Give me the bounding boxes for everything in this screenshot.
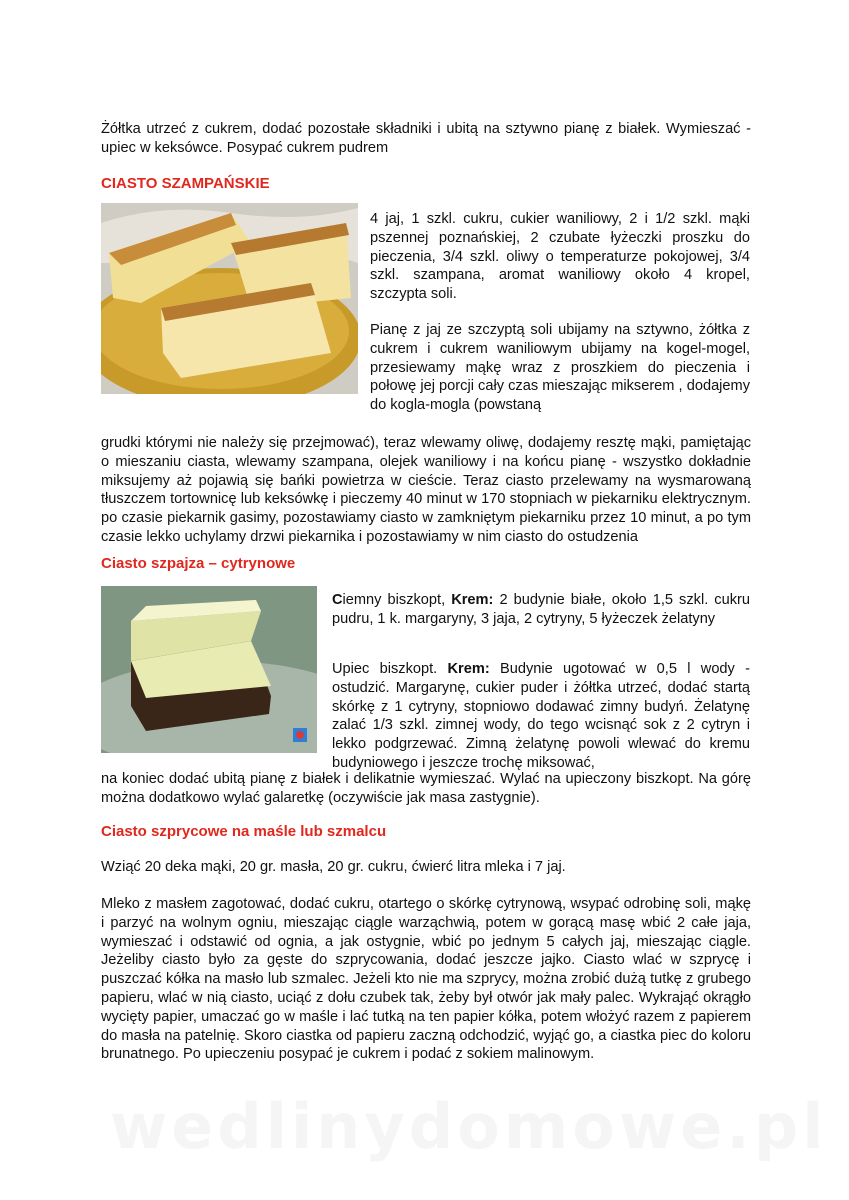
method-szpajza-text-b: Budynie ugotować w 0,5 l wody - ostudzić. Margarynę, cukier puder i żółtka utrzeć, dodać startą skórkę z 1 cytryny, stopniowo dodawać zimny budyń. Żelatynę zalać 1/3 szkl. zimnej wody, do tego wcisnąć sok z 2 cytryn i lekko podgrzewać. Zimną żelatynę powoli wlewać do kremu budyniowego i jeszcze trochę miksować, [332,661,751,771]
cake-photo-szpajza [101,586,317,753]
ingredients-szpajza-text-b: 2 budynie białe, około 1,5 szkl. cukru pudru, 1 k. margaryny, 3 jaja, 2 cytryny, 5 łyżeczek żelatyny [332,592,750,627]
watermark-text: wedlinydomowe.pl [110,1090,828,1163]
method-szampanskie-bottom: grudki którymi nie należy się przejmować), teraz wlewamy oliwę, dodajemy resztę mąki, pamiętając o mieszaniu ciasta, wlewamy szampana, olejek waniliowy i na końcu pianę - wszystko dokładnie miksujemy aż pojawią się bańki powietrza w cieście. Teraz ciasto przelewamy na wysmarowaną tłuszczem tortownicę lub keksówkę i pieczemy 40 minut w 170 stopniach w piekarniku elektrycznym. po czasie piekarnik gasimy, pozostawiamy ciasto w zamkniętym piekarniku przez 10 minut, a po tym czasie lekko uchylamy drzwi piekarnika i pozostawiamy w nim ciasto do ostudzenia [101,435,751,545]
method-szampanskie-top: Pianę z jaj ze szczyptą soli ubijamy na sztywno, żółtka z cukrem i cukrem waniliowym ubijamy na kogel-mogel, przesiewamy mąkę wraz z proszkiem do pieczenia i połowę jej porcji cały czas mieszając mikserem , dodajemy do kogla-mogla (powstaną [370,322,750,414]
method-szpajza-top [332,660,750,773]
section-title-szpajza: Ciasto szpajza – cytrynowe [101,555,296,572]
ingredients-szpajza [332,591,750,629]
krem-label-1: Krem: [451,592,494,608]
intro-paragraph: Żółtka utrzeć z cukrem, dodać pozostałe składniki i ubitą na sztywno pianę z białek. Wymieszać - upiec w keksówce. Posypać cukrem pudrem [101,121,751,156]
method-szpajza-bottom: na koniec dodać ubitą pianę z białek i delikatnie wymieszać. Wylać na upieczony biszkopt. Na górę można dodatkowo wylać galaretkę (oczywiście jak masa zastygnie). [101,771,751,806]
drop-letter: C [332,592,343,608]
section-title-szprycowe: Ciasto szprycowe na maśle lub szmalcu [101,823,387,840]
cake-photo-szampanskie [101,203,358,394]
ingredients-szpajza-text-a: iemny biszkopt, [342,592,452,608]
lemon-cake-illustration [101,586,317,753]
section-title-szampanskie: CIASTO SZAMPAŃSKIE [101,175,270,192]
ingredients-szampanskie: 4 jaj, 1 szkl. cukru, cukier waniliowy, 2 i 1/2 szkl. mąki pszennej poznańskiej, 2 czubate łyżeczki proszku do pieczenia, 3/4 szkl. oliwy o temperaturze pokojowej, 3/4 szkl. szampana, aromat waniliowy około 4 kropel, szczypta soli. [370,211,750,303]
cake-slices-illustration [101,203,358,394]
method-szprycowe: Mleko z masłem zagotować, dodać cukru, otartego o skórkę cytrynową, wsypać odrobinę soli, mąkę i parzyć na wolnym ogniu, mieszając ciągle warząchwią, potem w gorącą masę wbić 2 całe jaja, wymieszać i odstawić od ognia, a jak ostygnie, wbić po jednym 5 całych jaj, mieszając ciągle. Jeżeliby ciasto było za gęste do szprycowania, dodać jeszcze jajko. Ciasto wlać w szprycę i puszczać kółka na masło lub szmalec. Jeżeli kto nie ma szprycy, można zrobić dużą tutkę z grubego papieru, wlać w nią ciasto, uciąć z dołu czubek tak, żeby był otwór jak mały palec. Wykrająć okrągło wycięty papier, umaczać go w maśle i lać tutką na ten papier kółka, potem włożyć razem z papierem do masła na patelnię. Skoro ciastka od papieru zaczną odchodzić, wyjąć go, a ciastka piec do koloru brunatnego. Po upieczeniu posypać je cukrem i podać z sokiem malinowym. [101,896,751,1063]
method-szpajza-text-a: Upiec biszkopt. [332,661,448,677]
krem-label-2: Krem: [447,661,490,677]
ingredients-szprycowe: Wziąć 20 deka mąki, 20 gr. masła, 20 gr. cukru, ćwierć litra mleka i 7 jaj. [101,859,566,875]
